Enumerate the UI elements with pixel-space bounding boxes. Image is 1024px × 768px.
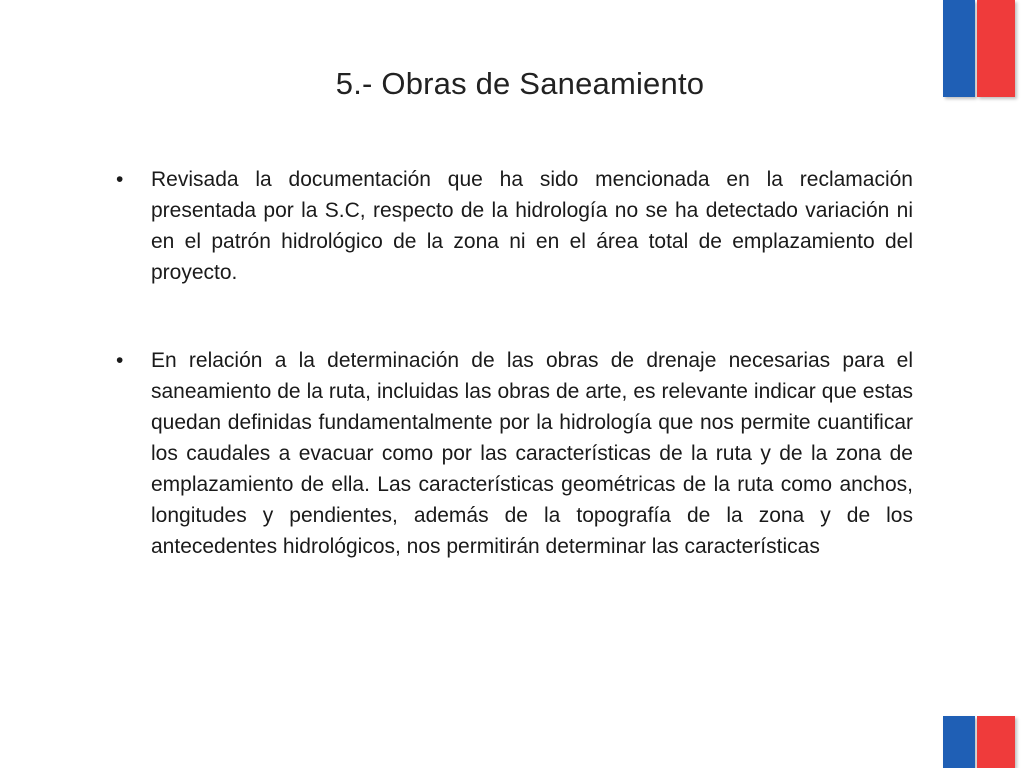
flag-blue-bar — [943, 716, 975, 768]
bullet-item-1 — [113, 164, 913, 288]
flag-red-bar — [977, 716, 1015, 768]
bullet-item-2 — [113, 345, 913, 562]
bullet-text: En relación a la determinación de las obras de drenaje necesarias para el saneamiento de la ruta, incluidas las obras de arte, es relevante indicar que estas quedan definidas fundamentalmente por la hidrología que nos permite cuantificar los caudales a evacuar como por las características de la ruta y de la zona de emplazamiento de ella. Las características geométricas de la ruta como anchos, longitudes y pendientes, además de la topografía de la zona y de los antecedentes hidrológicos, nos permitirán determinar las características — [151, 349, 913, 558]
slide-title: 5.- Obras de Saneamiento — [335, 66, 705, 101]
bullet-text: Revisada la documentación que ha sido mencionada en la reclamación presentada por la S.C, respecto de la hidrología no se ha detectado variación ni en el patrón hidrológico de la zona ni en el área total de emplazamiento del proyecto. — [151, 168, 913, 284]
bullet-marker: • — [116, 349, 124, 372]
bullet-marker: • — [116, 168, 124, 191]
flag-decoration-bottom — [943, 716, 1015, 768]
bullet-list — [113, 164, 913, 562]
